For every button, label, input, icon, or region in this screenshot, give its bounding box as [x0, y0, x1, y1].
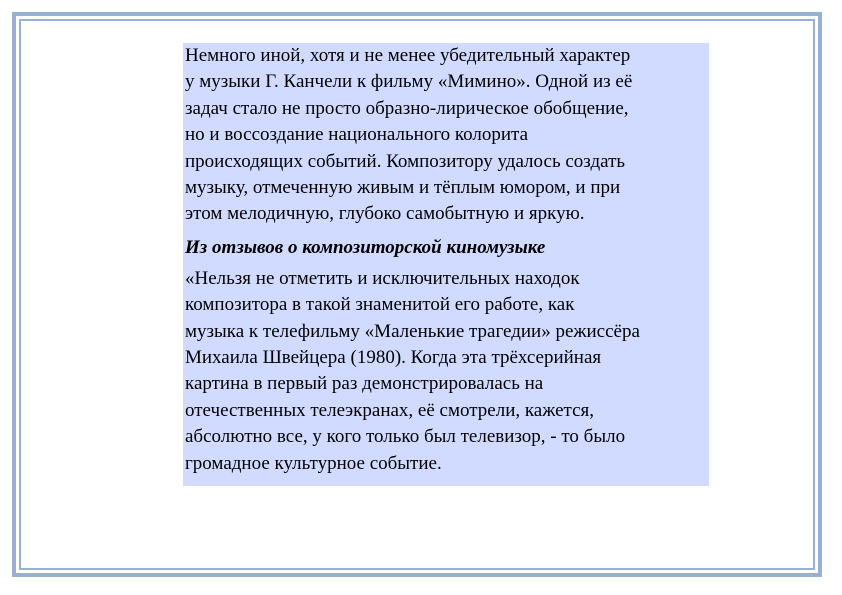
paragraph-intro — [185, 43, 707, 228]
paragraph-line: Немного иной, хотя и не менее убедительный характер — [185, 45, 631, 66]
paragraph-line: у музыки Г. Канчели к фильму «Мимино». Одной из её — [185, 71, 633, 93]
section-heading: Из отзывов о композиторской киномузыке — [185, 236, 546, 258]
paragraph-line: этом мелодичную, глубоко самобытную и яркую. — [185, 203, 585, 225]
paragraph-line: композитора в такой знаменитой его работе, как — [185, 294, 575, 316]
paragraph-line: музыка к телефильму «Маленькие трагедии» режиссёра — [185, 320, 640, 342]
text-box — [183, 43, 709, 486]
paragraph-line: Михаила Швейцера (1980). Когда эта трёхсерийная — [185, 347, 602, 369]
paragraph-line: громадное культурное событие. — [185, 452, 442, 474]
paragraph-line: происходящих событий. Композитору удалось создать — [185, 150, 626, 172]
paragraph-line: отечественных телеэкранах, её смотрели, кажется, — [185, 399, 595, 421]
paragraph-line: «Нельзя не отметить и исключительных находок — [185, 267, 580, 289]
paragraph-line: абсолютно все, у кого только был телевизор, - то было — [185, 426, 626, 448]
paragraph-quote — [185, 266, 707, 477]
paragraph-line: музыку, отмеченную живым и тёплым юмором, и при — [185, 177, 621, 199]
paragraph-line: задач стало не просто образно-лирическое обобщение, — [185, 97, 629, 119]
paragraph-line: но и воссоздание национального колорита — [185, 124, 529, 146]
paragraph-line: картина в первый раз демонстрировалась на — [185, 373, 544, 395]
